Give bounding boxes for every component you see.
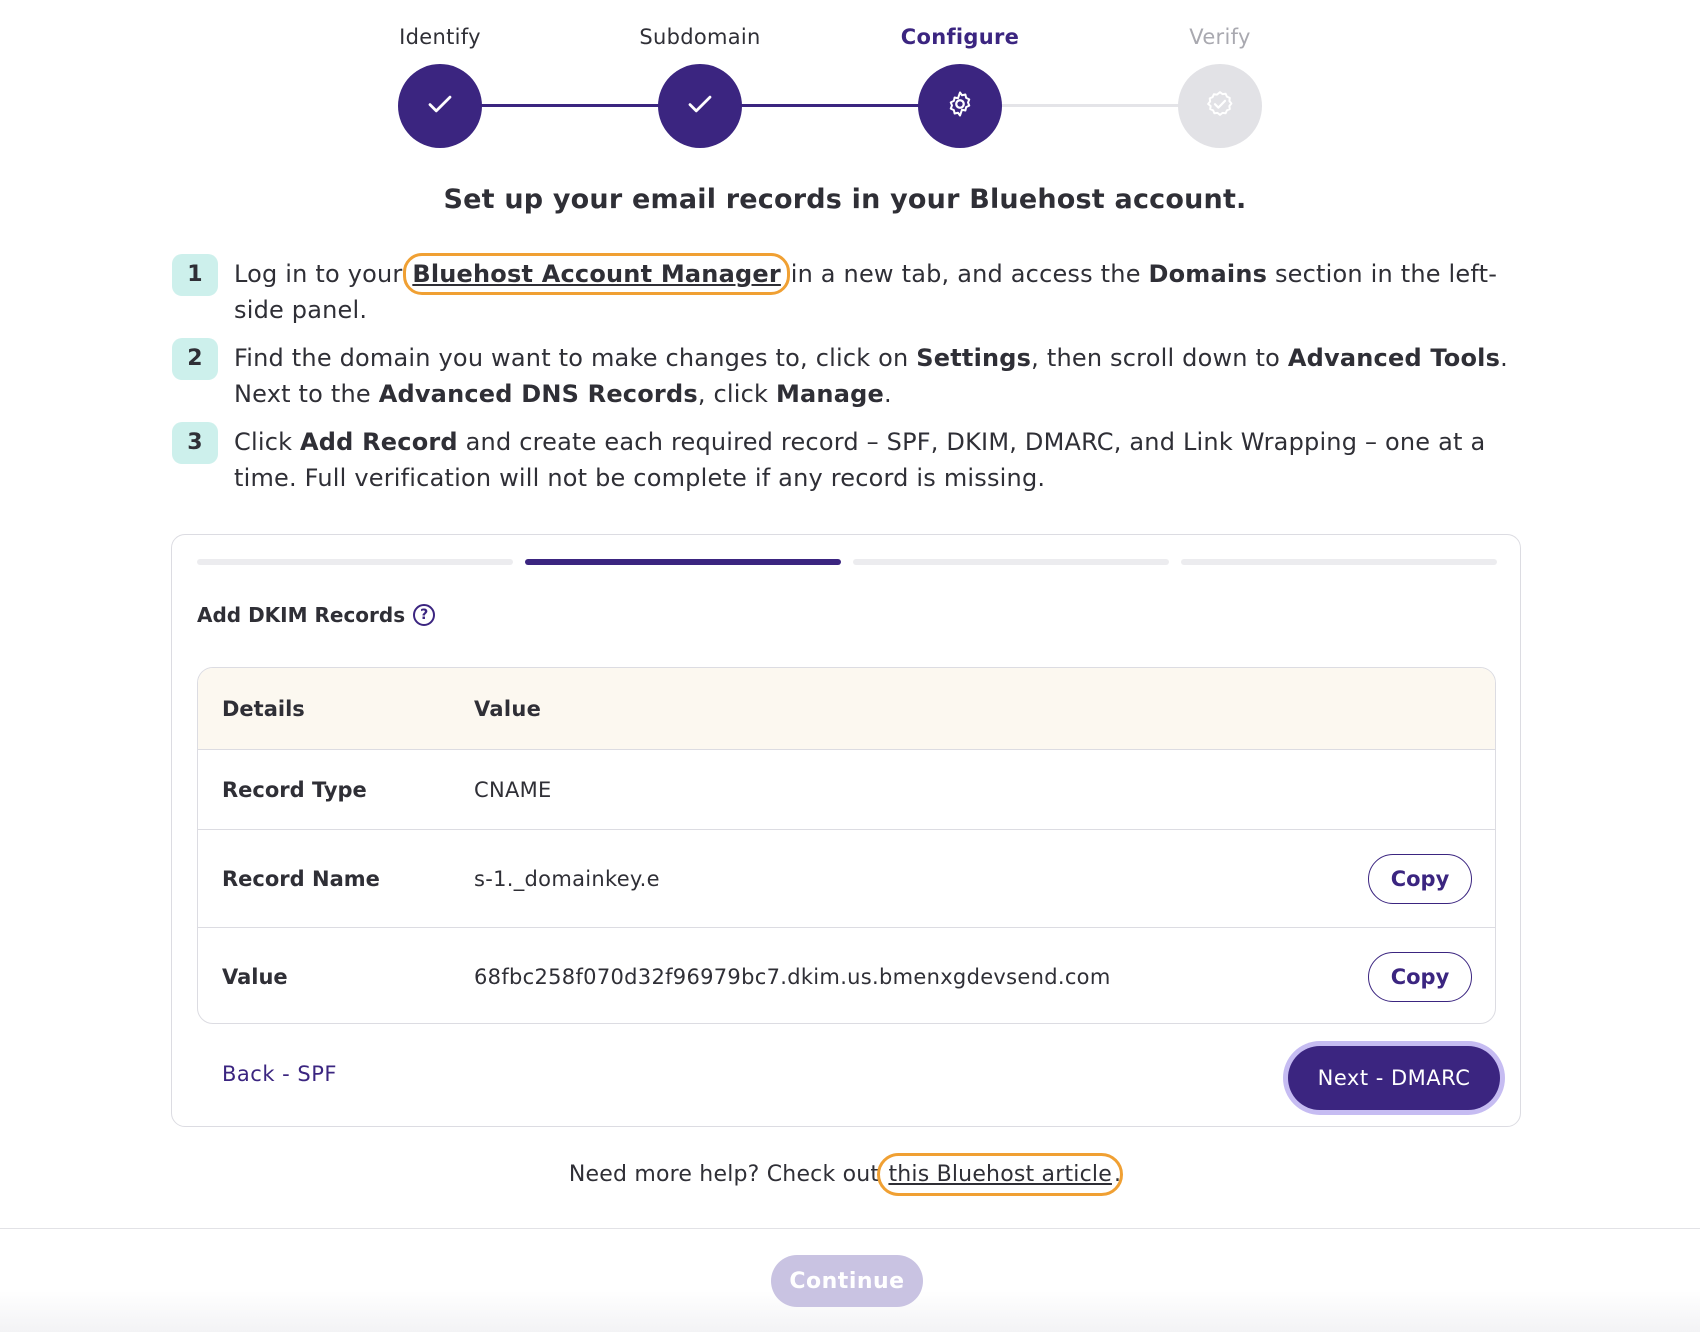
question-circle-icon[interactable]: ? bbox=[413, 604, 435, 626]
step-subdomain bbox=[620, 22, 780, 148]
header-value: Value bbox=[474, 696, 542, 721]
step-circle bbox=[1178, 64, 1262, 148]
instruction-bold: Manage bbox=[775, 380, 884, 408]
step-number-badge: 1 bbox=[172, 254, 218, 296]
copy-value-button[interactable]: Copy bbox=[1368, 952, 1472, 1002]
instruction-step-2 bbox=[172, 340, 1512, 412]
back-spf-link[interactable]: Back - SPF bbox=[222, 1062, 337, 1086]
help-text bbox=[0, 1162, 1690, 1187]
instruction-text-part: , click bbox=[697, 380, 776, 408]
instruction-bold: Domains bbox=[1148, 260, 1268, 288]
table-row bbox=[198, 750, 1495, 830]
header-details: Details bbox=[222, 696, 305, 721]
instruction-text-part: Click bbox=[234, 428, 301, 456]
instruction-text bbox=[234, 256, 1512, 328]
step-number-badge: 2 bbox=[172, 338, 218, 380]
instruction-text-part: in a new tab, and access the bbox=[782, 260, 1149, 288]
records-table bbox=[197, 667, 1496, 1024]
instruction-text bbox=[234, 424, 1512, 496]
instruction-step-1 bbox=[172, 256, 1512, 328]
step-circle bbox=[398, 64, 482, 148]
step-label: Subdomain bbox=[639, 25, 761, 49]
step-circle bbox=[918, 64, 1002, 148]
instruction-text-part: . Next to the bbox=[234, 344, 1508, 408]
row-label: Record Name bbox=[222, 866, 380, 891]
instruction-text-part: and create each required record – SPF, DKIM, DMARC, and Link Wrapping – one at a time. Full verification will not be complete if any record is missing. bbox=[234, 428, 1486, 492]
continue-button[interactable]: Continue bbox=[771, 1255, 923, 1307]
check-icon bbox=[425, 89, 455, 123]
table-row bbox=[198, 928, 1495, 1024]
step-number-badge: 3 bbox=[172, 422, 218, 464]
help-prefix: Need more help? Check out bbox=[568, 1162, 887, 1187]
instruction-text-part: , then scroll down to bbox=[1031, 344, 1288, 372]
footer-bar bbox=[0, 1228, 1700, 1332]
check-icon bbox=[685, 89, 715, 123]
instruction-text-part: Log in to your bbox=[234, 260, 411, 288]
gear-icon bbox=[945, 89, 975, 123]
instruction-bold: Settings bbox=[916, 344, 1032, 372]
step-label: Configure bbox=[900, 25, 1020, 49]
instruction-text-part: Find the domain you want to make changes to, click on bbox=[234, 344, 917, 372]
bluehost-article-link[interactable]: this Bluehost article bbox=[888, 1162, 1112, 1187]
progress-segment-3 bbox=[853, 559, 1169, 565]
row-value: 68fbc258f070d32f96979bc7.dkim.us.bmenxgdevsend.com bbox=[474, 964, 1111, 989]
step-label: Verify bbox=[1189, 25, 1251, 49]
instruction-bold: Advanced Tools bbox=[1287, 344, 1501, 372]
step-circle bbox=[658, 64, 742, 148]
step-verify bbox=[1140, 22, 1300, 148]
row-label: Record Type bbox=[222, 777, 367, 802]
table-row bbox=[198, 830, 1495, 928]
row-label: Value bbox=[222, 964, 288, 989]
bluehost-account-manager-link[interactable]: Bluehost Account Manager bbox=[412, 260, 781, 288]
progress-segment-4 bbox=[1181, 559, 1497, 565]
progress-stepper bbox=[360, 22, 1360, 152]
page-heading: Set up your email records in your Bluehost account. bbox=[443, 184, 1247, 215]
next-dmarc-button[interactable]: Next - DMARC bbox=[1288, 1046, 1500, 1110]
copy-record-name-button[interactable]: Copy bbox=[1368, 854, 1472, 904]
table-header-row bbox=[198, 668, 1495, 750]
instruction-step-3 bbox=[172, 424, 1512, 496]
check-circle-icon bbox=[1205, 89, 1235, 123]
card-title-text: Add DKIM Records bbox=[197, 603, 406, 627]
step-identify bbox=[360, 22, 520, 148]
help-suffix: . bbox=[1113, 1162, 1122, 1187]
instruction-text-part: section in the left-side panel. bbox=[234, 260, 1498, 324]
instruction-bold: Advanced DNS Records bbox=[378, 380, 698, 408]
instruction-text bbox=[234, 340, 1512, 412]
instruction-bold: Add Record bbox=[300, 428, 458, 456]
card-title bbox=[197, 603, 435, 627]
row-value: s-1._domainkey.e bbox=[474, 866, 660, 891]
progress-segment-1 bbox=[197, 559, 513, 565]
step-configure bbox=[880, 22, 1040, 148]
step-label: Identify bbox=[399, 25, 481, 49]
instruction-text-part: . bbox=[883, 380, 892, 408]
row-value: CNAME bbox=[474, 777, 552, 802]
progress-segment-2 bbox=[525, 559, 841, 565]
dns-records-card bbox=[171, 534, 1521, 1127]
